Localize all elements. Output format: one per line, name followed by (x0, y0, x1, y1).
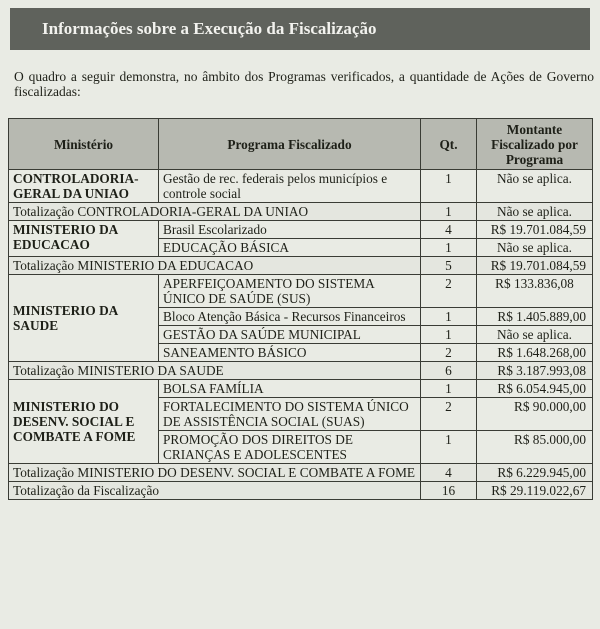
subtotal-qt: 4 (421, 464, 477, 482)
grand-total-row (9, 482, 593, 500)
subtotal-row (9, 362, 593, 380)
inspection-table (8, 118, 593, 500)
subtotal-amount: R$ 19.701.084,59 (477, 257, 593, 275)
subtotal-amount: R$ 3.187.993,08 (477, 362, 593, 380)
grand-total-label: Totalização da Fiscalização (9, 482, 421, 500)
amount-cell: R$ 6.054.945,00 (477, 380, 593, 398)
program-cell: Gestão de rec. federais pelos municípios e controle social (159, 170, 421, 203)
program-cell: Brasil Escolarizado (159, 221, 421, 239)
qt-cell: 1 (421, 326, 477, 344)
qt-cell: 2 (421, 398, 477, 431)
intro-paragraph: O quadro a seguir demonstra, no âmbito dos Programas verificados, a quantidade de Ações de Governo fiscalizadas: (14, 69, 594, 99)
qt-cell: 1 (421, 239, 477, 257)
subtotal-label: Totalização CONTROLADORIA-GERAL DA UNIAO (9, 203, 421, 221)
ministry-cell: MINISTERIO DO DESENV. SOCIAL E COMBATE A FOME (9, 380, 159, 464)
section-title: Informações sobre a Execução da Fiscalização (10, 8, 590, 50)
subtotal-label: Totalização MINISTERIO DA SAUDE (9, 362, 421, 380)
qt-cell: 2 (421, 275, 477, 308)
qt-cell: 1 (421, 380, 477, 398)
qt-cell: 1 (421, 431, 477, 464)
table-row (9, 221, 593, 239)
table-row (9, 170, 593, 203)
ministry-cell: MINISTERIO DA EDUCACAO (9, 221, 159, 257)
amount-cell: R$ 85.000,00 (477, 431, 593, 464)
qt-cell: 1 (421, 308, 477, 326)
subtotal-row (9, 257, 593, 275)
program-cell: FORTALECIMENTO DO SISTEMA ÚNICO DE ASSISTÊNCIA SOCIAL (SUAS) (159, 398, 421, 431)
subtotal-qt: 5 (421, 257, 477, 275)
qt-cell: 2 (421, 344, 477, 362)
amount-cell: Não se aplica. (477, 239, 593, 257)
column-header-amount: Montante Fiscalizado por Programa (477, 119, 593, 170)
subtotal-qt: 1 (421, 203, 477, 221)
ministry-cell: MINISTERIO DA SAUDE (9, 275, 159, 362)
amount-cell: Não se aplica. (477, 170, 593, 203)
subtotal-row (9, 203, 593, 221)
qt-cell: 1 (421, 170, 477, 203)
program-cell: SANEAMENTO BÁSICO (159, 344, 421, 362)
subtotal-row (9, 464, 593, 482)
subtotal-label: Totalização MINISTERIO DA EDUCACAO (9, 257, 421, 275)
table-row (9, 275, 593, 308)
amount-cell: R$ 19.701.084,59 (477, 221, 593, 239)
column-header-qt: Qt. (421, 119, 477, 170)
amount-cell: R$ 90.000,00 (477, 398, 593, 431)
amount-cell: R$ 1.648.268,00 (477, 344, 593, 362)
grand-total-amount: R$ 29.119.022,67 (477, 482, 593, 500)
program-cell: APERFEIÇOAMENTO DO SISTEMA ÚNICO DE SAÚDE (SUS) (159, 275, 421, 308)
qt-cell: 4 (421, 221, 477, 239)
subtotal-label: Totalização MINISTERIO DO DESENV. SOCIAL E COMBATE A FOME (9, 464, 421, 482)
amount-cell: R$ 133.836,08 (477, 275, 593, 308)
ministry-cell: CONTROLADORIA-GERAL DA UNIAO (9, 170, 159, 203)
subtotal-qt: 6 (421, 362, 477, 380)
amount-cell: Não se aplica. (477, 326, 593, 344)
program-cell: GESTÃO DA SAÚDE MUNICIPAL (159, 326, 421, 344)
subtotal-amount: Não se aplica. (477, 203, 593, 221)
program-cell: BOLSA FAMÍLIA (159, 380, 421, 398)
subtotal-amount: R$ 6.229.945,00 (477, 464, 593, 482)
table-row (9, 380, 593, 398)
amount-cell: R$ 1.405.889,00 (477, 308, 593, 326)
column-header-program: Programa Fiscalizado (159, 119, 421, 170)
table-header-row (9, 119, 593, 170)
program-cell: Bloco Atenção Básica - Recursos Financeiros (159, 308, 421, 326)
program-cell: EDUCAÇÃO BÁSICA (159, 239, 421, 257)
program-cell: PROMOÇÃO DOS DIREITOS DE CRIANÇAS E ADOLESCENTES (159, 431, 421, 464)
column-header-ministry: Ministério (9, 119, 159, 170)
grand-total-qt: 16 (421, 482, 477, 500)
